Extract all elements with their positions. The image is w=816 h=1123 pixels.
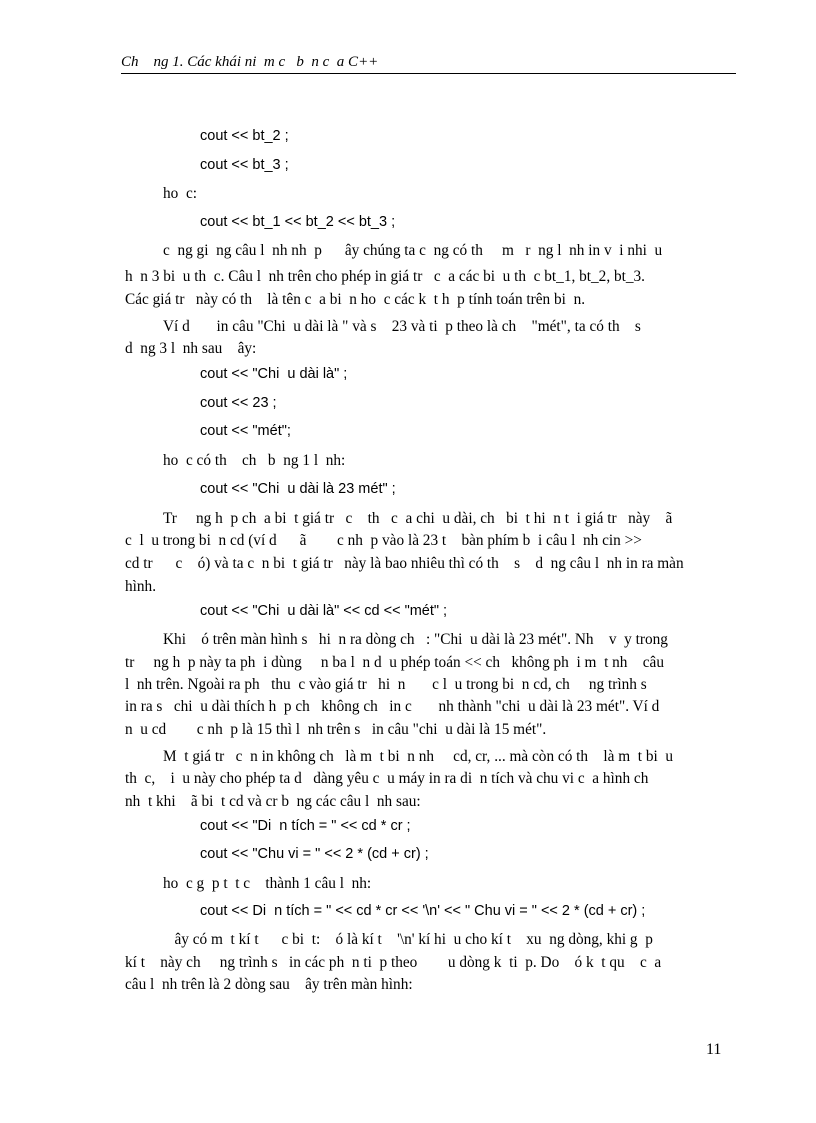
paragraph-line: c ng gi ng câu l nh nh p ây chúng ta c ng có th m r ng l nh in v i nhi u <box>163 242 663 259</box>
paragraph-line: th c, i u này cho phép ta d dàng yêu c u máy in ra di n tích và chu vi c a hình ch <box>125 770 649 787</box>
text-line: ho c g p t t c thành 1 câu l nh: <box>163 875 372 892</box>
code-line: cout << "Chi u dài là 23 mét" ; <box>200 481 396 497</box>
paragraph-line: h n 3 bi u th c. Câu l nh trên cho phép in giá tr c a các bi u th c bt_1, bt_2, bt_3. <box>125 268 645 285</box>
paragraph-line: Ví d in câu "Chi u dài là " và s 23 và ti p theo là ch "mét", ta có th s <box>163 318 641 335</box>
code-line: cout << "mét"; <box>200 423 291 439</box>
paragraph-line: Tr ng h p ch a bi t giá tr c th c a chi u dài, ch bi t hi n t i giá tr này ã <box>163 510 673 527</box>
paragraph-line: Khi ó trên màn hình s hi n ra dòng ch : "Chi u dài là 23 mét". Nh v y trong <box>163 631 668 648</box>
code-line: cout << "Chi u dài là" << cd << "mét" ; <box>200 603 448 619</box>
paragraph-line: M t giá tr c n in không ch là m t bi n nh cd, cr, ... mà còn có th là m t bi u <box>163 748 674 765</box>
paragraph-line: ây có m t kí t c bi t: ó là kí t '\n' kí hi u cho kí t xu ng dòng, khi g p <box>163 931 653 948</box>
header-rule <box>121 73 736 74</box>
page-number: 11 <box>706 1041 722 1058</box>
paragraph-line: câu l nh trên là 2 dòng sau ây trên màn hình: <box>125 976 413 993</box>
code-line: cout << bt_1 << bt_2 << bt_3 ; <box>200 214 396 230</box>
paragraph-line: n u cd c nh p là 15 thì l nh trên s in câu "chi u dài là 15 mét". <box>125 721 547 738</box>
paragraph-line: cd tr c ó) và ta c n bi t giá tr này là bao nhiêu thì có th s d ng câu l nh in ra màn <box>125 555 684 572</box>
text-line: ho c có th ch b ng 1 l nh: <box>163 452 346 469</box>
running-header: Ch ng 1. Các khái ni m c b n c a C++ <box>121 54 379 70</box>
code-line: cout << "Chi u dài là" ; <box>200 366 348 382</box>
paragraph-line: tr ng h p này ta ph i dùng n ba l n d u phép toán << ch không ph i m t nh câu <box>125 654 664 671</box>
paragraph-line: nh t khi ã bi t cd và cr b ng các câu l nh sau: <box>125 793 421 810</box>
paragraph-line: hình. <box>125 578 157 595</box>
paragraph-line: d ng 3 l nh sau ây: <box>125 340 257 357</box>
text-line: ho c: <box>163 185 197 202</box>
paragraph-line: kí t này ch ng trình s in các ph n ti p theo u dòng k ti p. Do ó k t qu c a <box>125 954 662 971</box>
paragraph-line: c l u trong bi n cd (ví d ã c nh p vào là 23 t bàn phím b i câu l nh cin >> <box>125 532 642 549</box>
code-line: cout << bt_3 ; <box>200 157 289 173</box>
paragraph-line: in ra s chi u dài thích h p ch không ch in c nh thành "chi u dài là 23 mét". Ví d <box>125 698 660 715</box>
paragraph-line: Các giá tr này có th là tên c a bi n ho c các k t h p tính toán trên bi n. <box>125 291 586 308</box>
code-line: cout << "Chu vi = " << 2 * (cd + cr) ; <box>200 846 429 862</box>
code-line: cout << Di n tích = " << cd * cr << '\n' << " Chu vi = " << 2 * (cd + cr) ; <box>200 903 646 919</box>
code-line: cout << bt_2 ; <box>200 128 289 144</box>
code-line: cout << "Di n tích = " << cd * cr ; <box>200 818 411 834</box>
paragraph-line: l nh trên. Ngoài ra ph thu c vào giá tr hi n c l u trong bi n cd, ch ng trình s <box>125 676 647 693</box>
code-line: cout << 23 ; <box>200 395 277 411</box>
